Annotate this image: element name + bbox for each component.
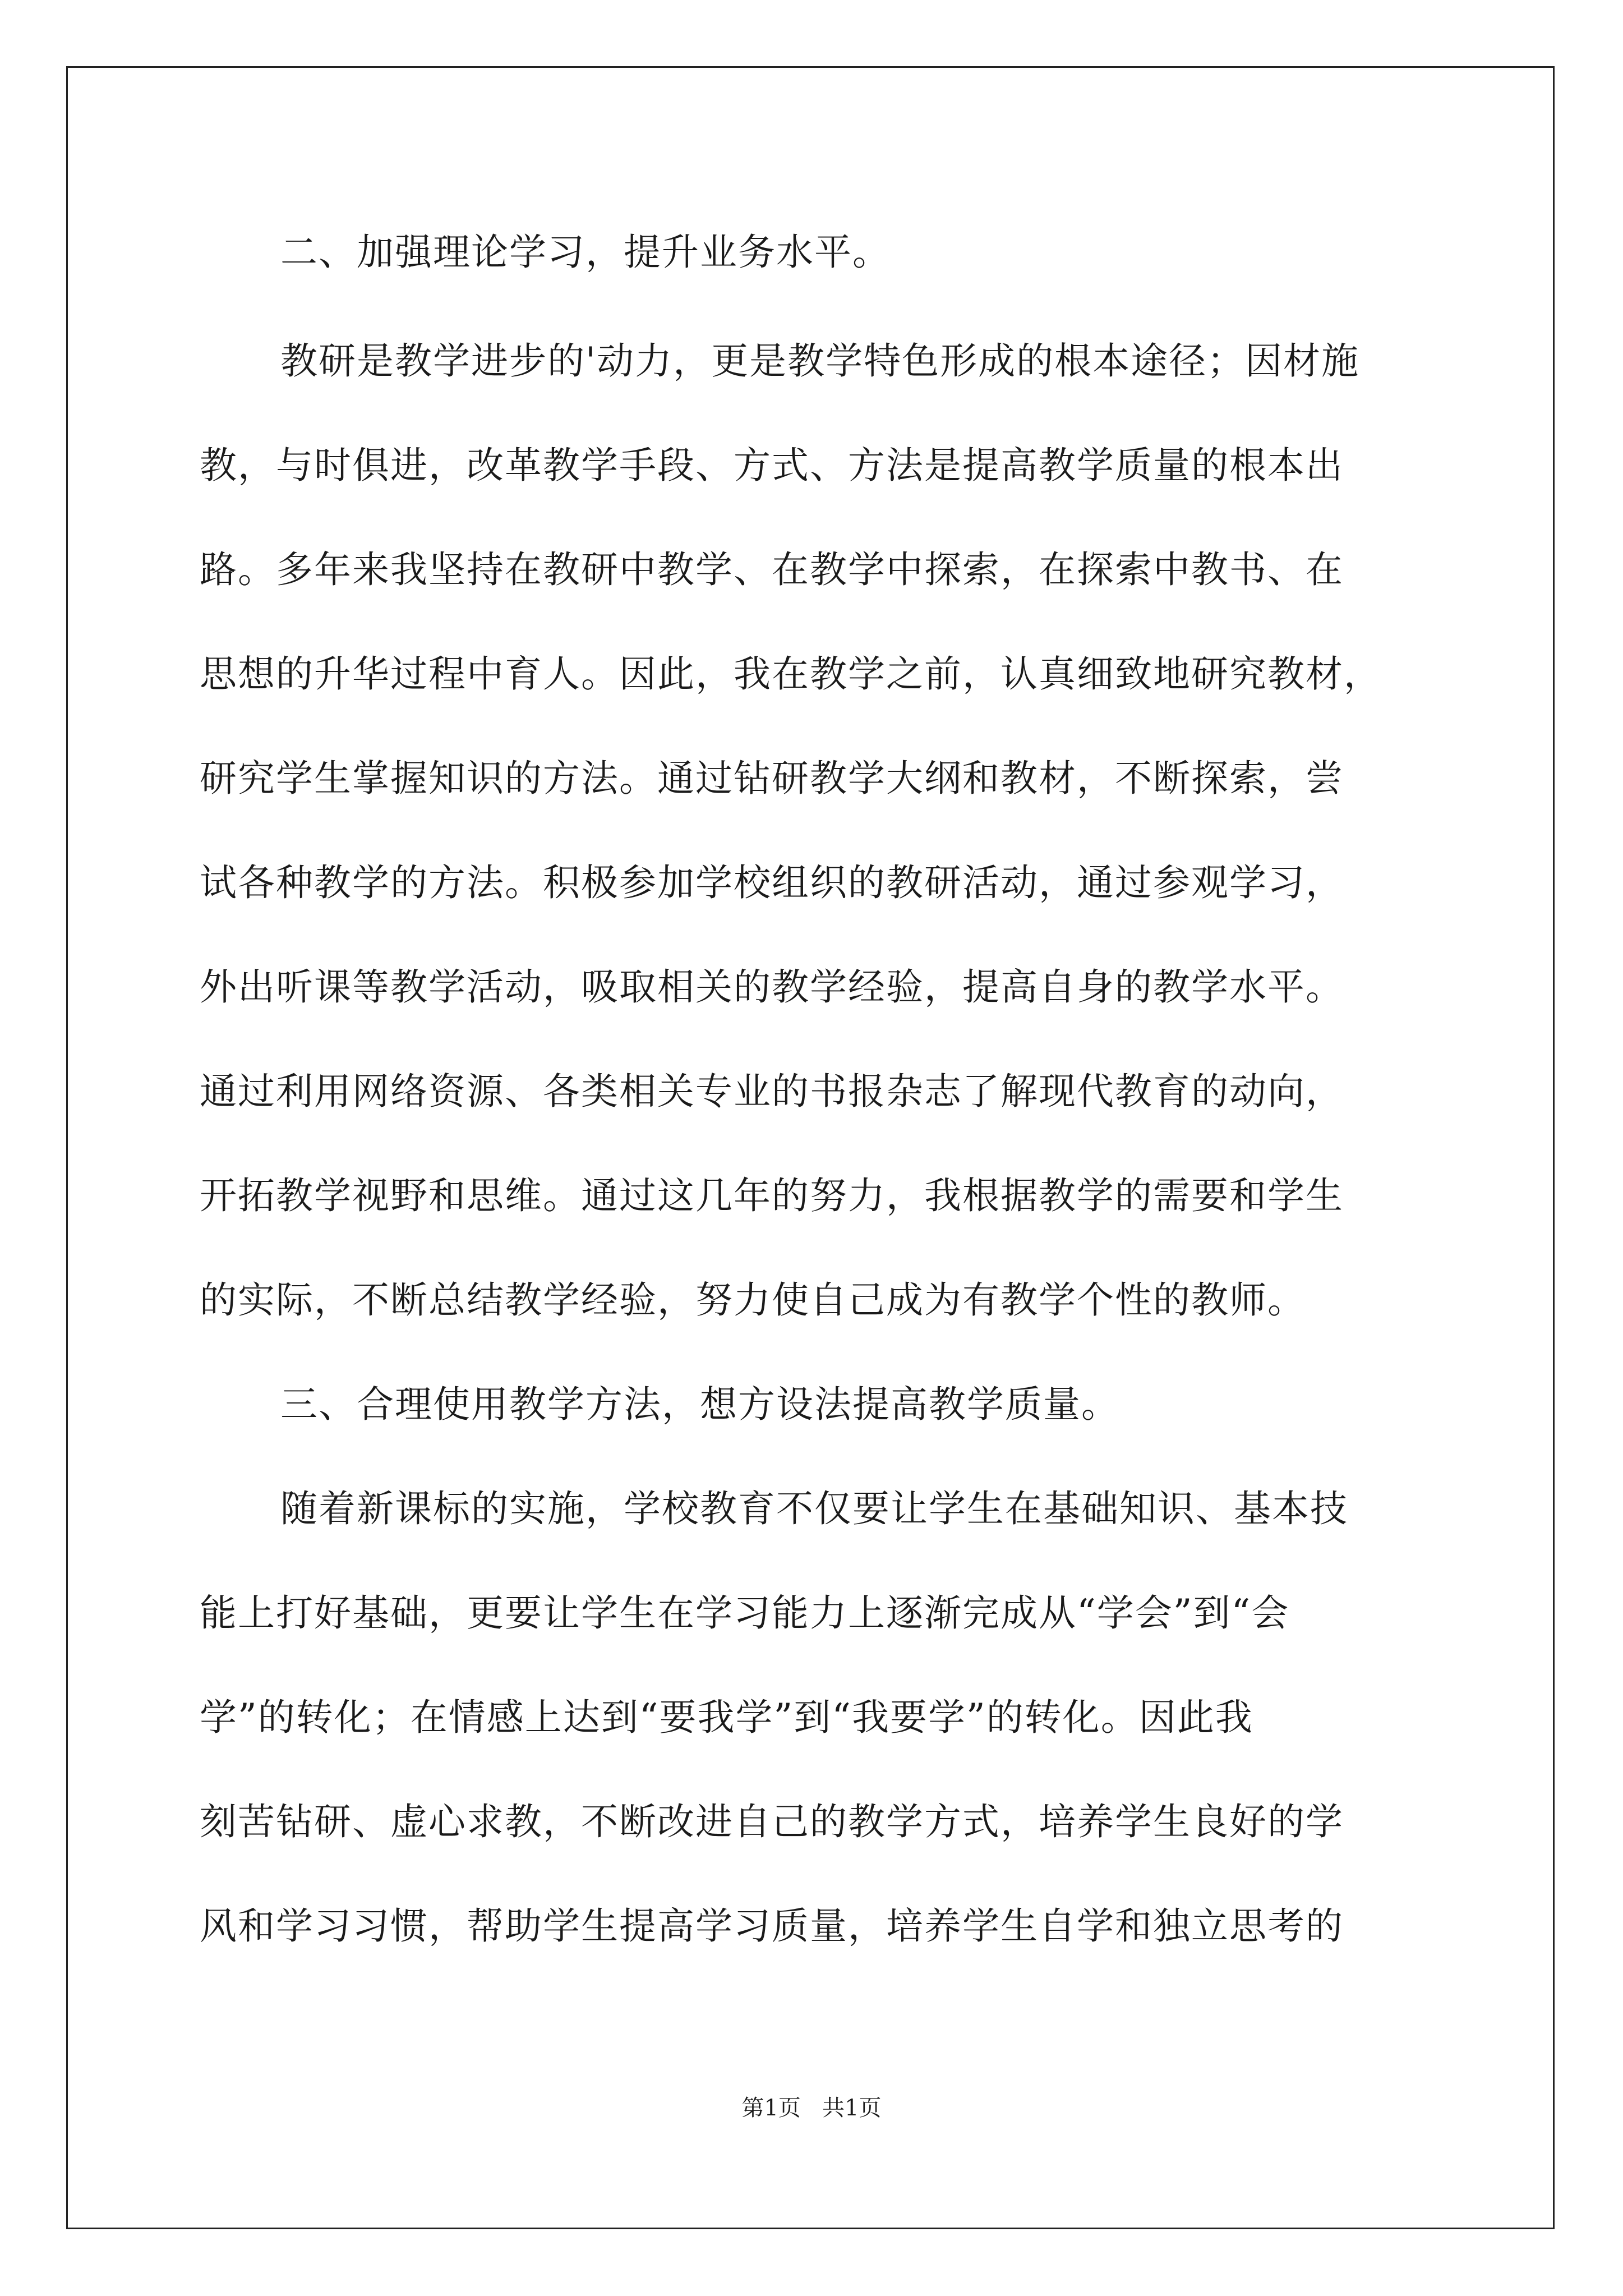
- paragraph-line: 通过利用网络资源、各类相关专业的书报杂志了解现代教育的动向，: [200, 1070, 1344, 1113]
- paragraph-line: 刻苦钻研、虚心求教，不断改进自己的教学方式，培养学生良好的学: [200, 1800, 1344, 1843]
- paragraph-line: 试各种教学的方法。积极参加学校组织的教研活动，通过参观学习，: [200, 861, 1344, 904]
- section-heading-3: 三、合理使用教学方法，想方设法提高教学质量。: [280, 1383, 1119, 1426]
- paragraph-line: 的实际，不断总结教学经验，努力使自己成为有教学个性的教师。: [200, 1278, 1306, 1322]
- paragraph-line: 路。多年来我坚持在教研中教学、在教学中探索，在探索中教书、在: [200, 548, 1344, 591]
- paragraph-line: 教研是教学进步的'动力，更是教学特色形成的根本途径；因材施: [280, 339, 1360, 383]
- paragraph-line: 能上打好基础，更要让学生在学习能力上逐渐完成从“学会”到“会: [200, 1591, 1290, 1635]
- paragraph-line: 教，与时俱进，改革教学手段、方式、方法是提高教学质量的根本出: [200, 444, 1344, 487]
- paragraph-line: 思想的升华过程中育人。因此，我在教学之前，认真细致地研究教材，: [200, 652, 1382, 696]
- paragraph-line: 研究学生掌握知识的方法。通过钻研教学大纲和教材，不断探索，尝: [200, 757, 1344, 800]
- paragraph-line: 风和学习习惯，帮助学生提高学习质量，培养学生自学和独立思考的: [200, 1904, 1344, 1948]
- page-number-footer: 第1页 共1页: [741, 2095, 882, 2121]
- section-heading-2: 二、加强理论学习，提升业务水平。: [280, 231, 891, 274]
- paragraph-line: 开拓教学视野和思维。通过这几年的努力，我根据教学的需要和学生: [200, 1174, 1344, 1217]
- paragraph-line: 外出听课等教学活动，吸取相关的教学经验，提高自身的教学水平。: [200, 965, 1344, 1009]
- paragraph-line: 随着新课标的实施，学校教育不仅要让学生在基础知识、基本技: [280, 1487, 1348, 1530]
- paragraph-line: 学”的转化；在情感上达到“要我学”到“我要学”的转化。因此我: [200, 1696, 1253, 1739]
